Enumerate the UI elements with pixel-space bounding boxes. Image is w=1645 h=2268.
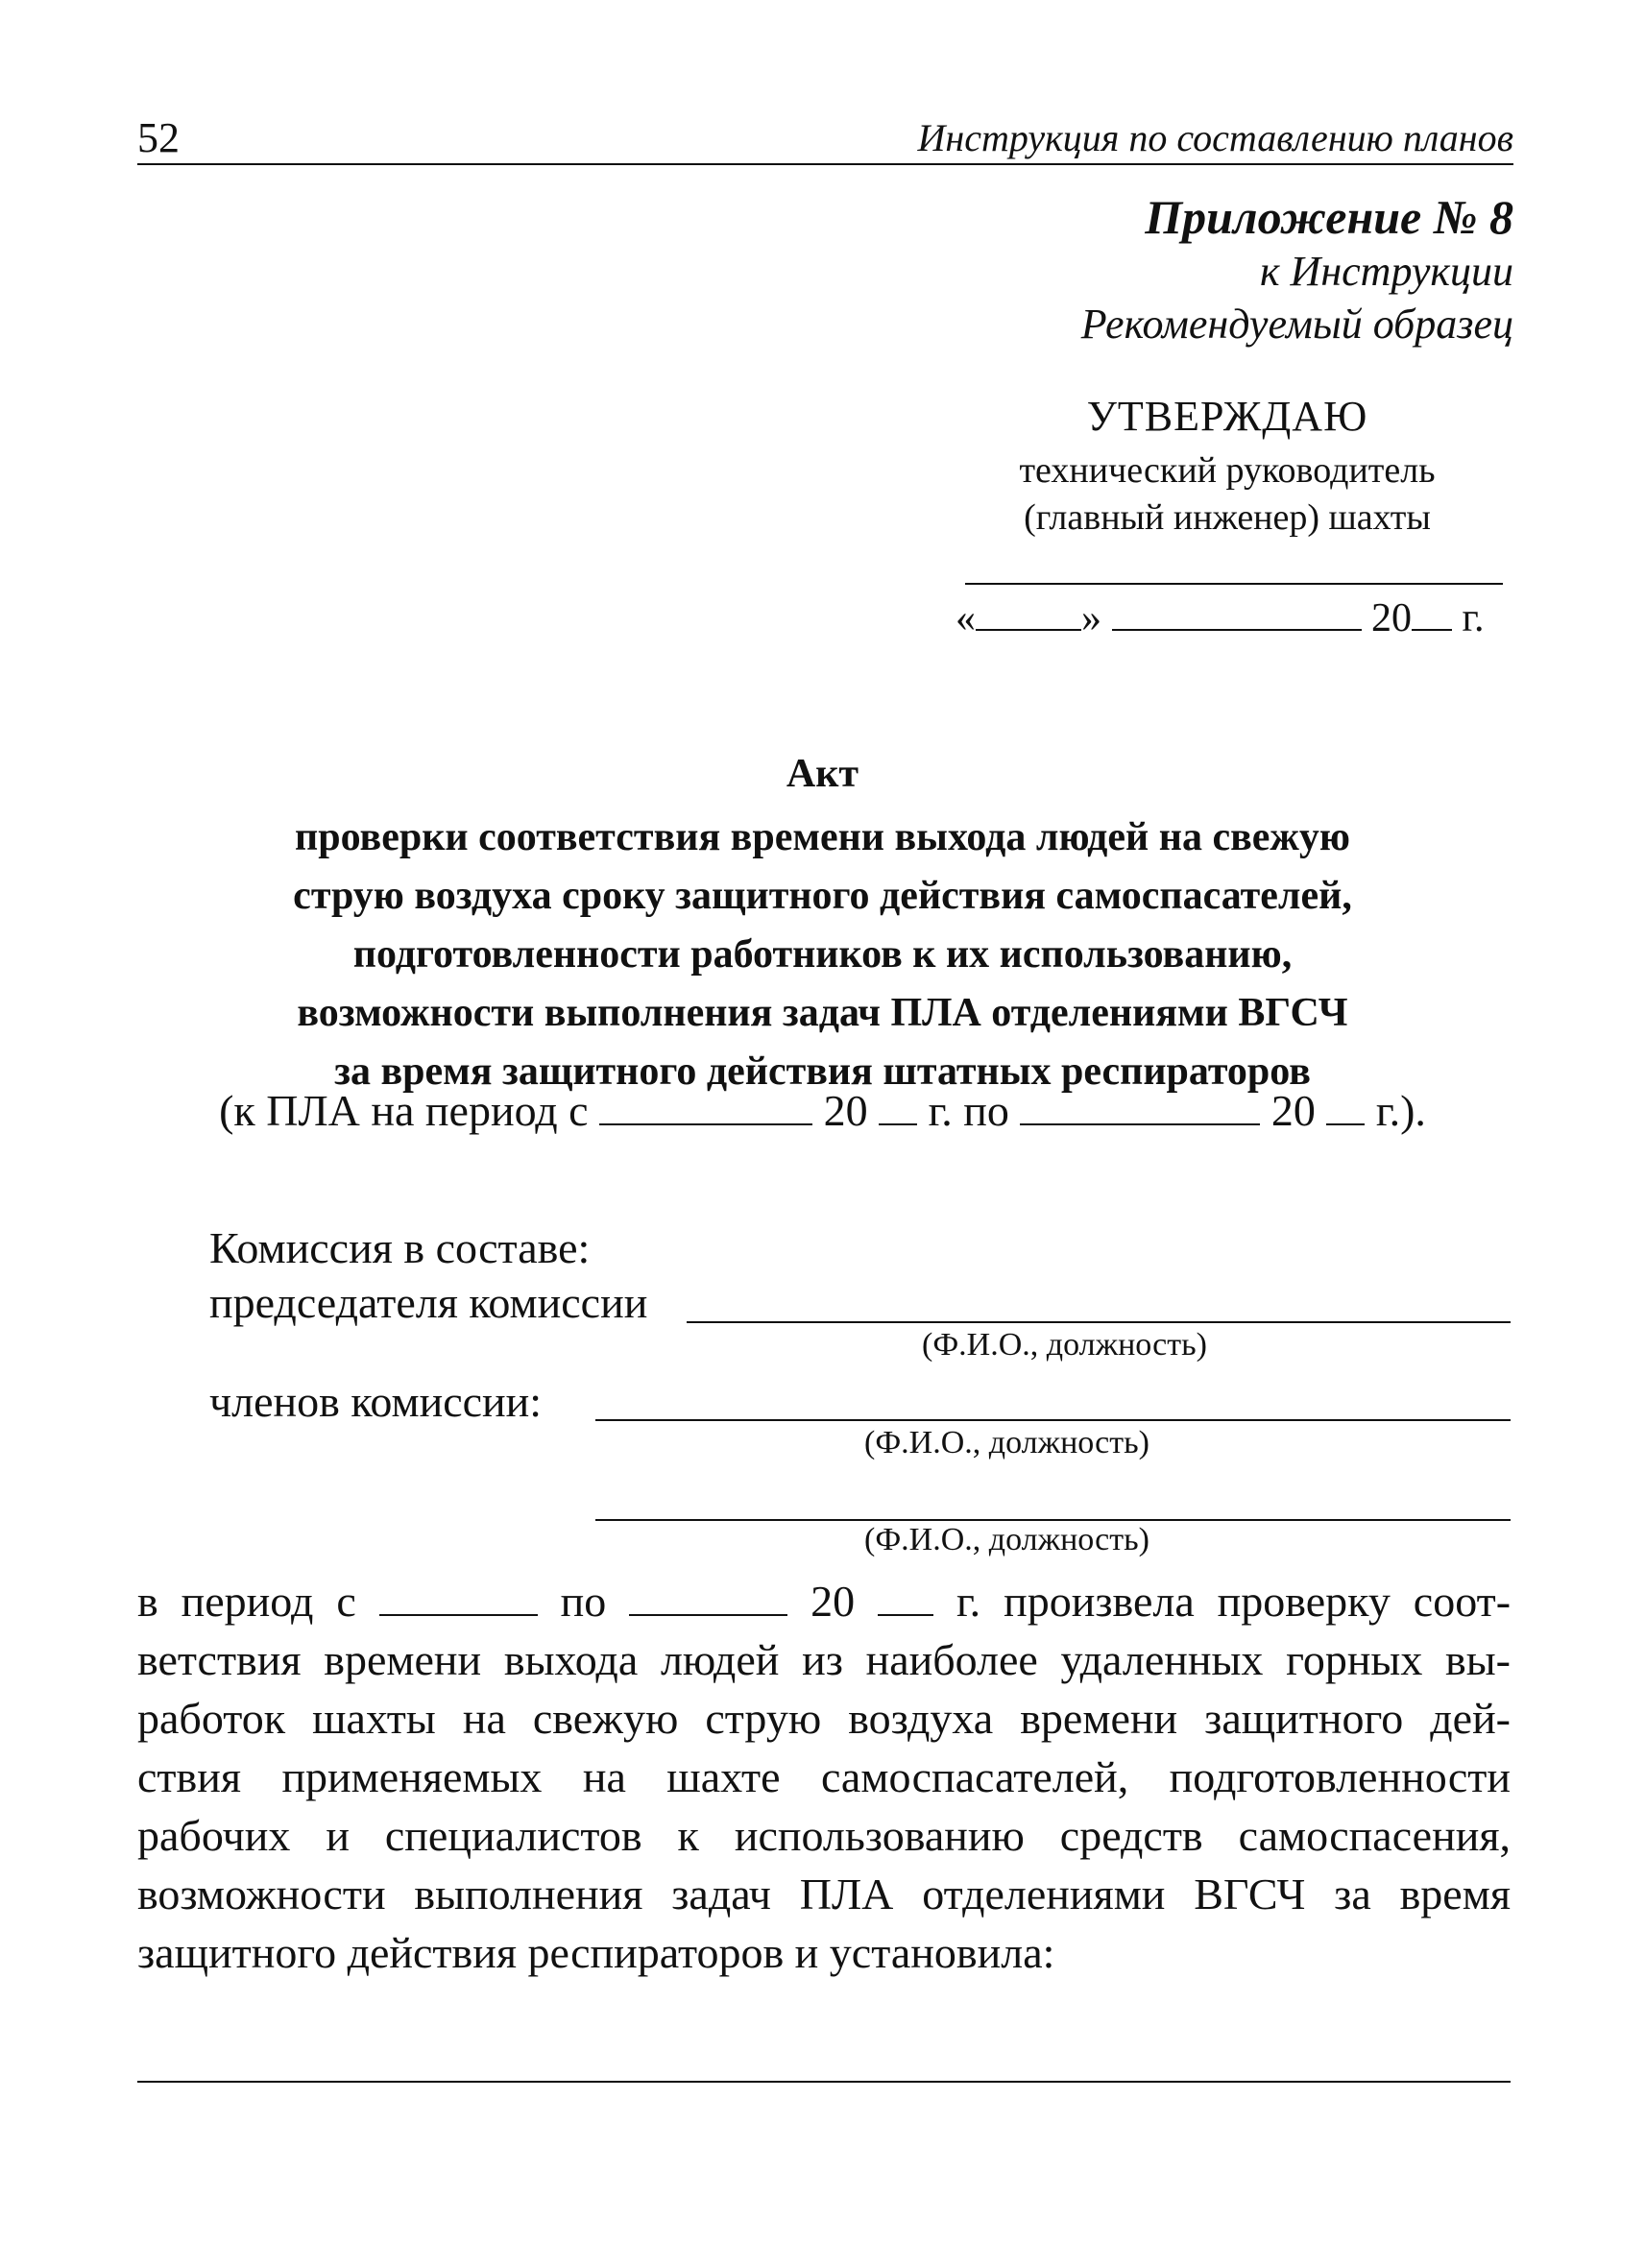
act-subtitle-line: за время защитного действия штатных респираторов xyxy=(334,1050,1311,1094)
chair-fill-line xyxy=(687,1321,1511,1323)
member-fill-line xyxy=(595,1419,1511,1421)
body-line: ветствия времени выхода людей из наиболее удаленных горных вы- xyxy=(137,1635,1511,1684)
body-line: работок шахты на свежую струю воздуха времени защитного дей- xyxy=(137,1694,1511,1743)
chair-fio-caption: (Ф.И.О., должность) xyxy=(922,1327,1207,1363)
act-period xyxy=(0,1085,1645,1136)
period-year1: 20 xyxy=(823,1086,868,1135)
year-blank xyxy=(1412,596,1452,631)
body-line: рабочих и специалистов к использованию средств самоспасения, xyxy=(137,1811,1511,1860)
period-year1-blank xyxy=(879,1091,917,1125)
period-end: г.). xyxy=(1375,1086,1426,1135)
act-subtitle-line: возможности выполнения задач ПЛА отделениями ВГСЧ xyxy=(297,991,1348,1035)
date-year: 20 xyxy=(1371,596,1412,640)
month-blank xyxy=(1112,596,1362,631)
body-line xyxy=(137,1572,1511,1630)
body-period-start-blank xyxy=(379,1581,538,1616)
header-rule xyxy=(137,163,1513,165)
approver-role-line2: (главный инженер) шахты xyxy=(1024,497,1431,538)
approver-role-line1: технический руководитель xyxy=(1019,450,1436,491)
sample-label: Рекомендуемый образец xyxy=(1080,301,1513,348)
body-period-po: по xyxy=(560,1577,607,1626)
body-period-prefix: в период с xyxy=(137,1577,356,1626)
chair-label: председателя комиссии xyxy=(209,1278,648,1327)
commission-heading: Комиссия в составе: xyxy=(209,1223,591,1272)
period-prefix: (к ПЛА на период с xyxy=(219,1086,589,1135)
body-line: возможности выполнения задач ПЛА отделениями ВГСЧ за время xyxy=(137,1870,1511,1918)
member-fill-line xyxy=(595,1519,1511,1521)
act-subtitle xyxy=(0,808,1645,1101)
date-close-quote: » xyxy=(1081,596,1101,640)
body-line: ствия применяемых на шахте самоспасателей, подготовленности xyxy=(137,1752,1511,1801)
act-subtitle-line: проверки соответствия времени выхода людей на свежую xyxy=(295,815,1350,859)
period-end-blank xyxy=(1020,1091,1260,1125)
day-blank xyxy=(976,596,1081,631)
body-period-year: 20 xyxy=(810,1577,856,1626)
body-line1-rest: г. произвела проверку соот- xyxy=(956,1577,1512,1626)
date-suffix: г. xyxy=(1462,596,1485,640)
bottom-fill-line xyxy=(137,2081,1511,2083)
body-year-blank xyxy=(878,1581,933,1616)
period-year2-blank xyxy=(1326,1091,1365,1125)
running-title: Инструкция по составлению планов xyxy=(917,116,1513,159)
act-body-paragraph xyxy=(137,1572,1511,1982)
act-title: Акт xyxy=(786,752,859,796)
signature-line xyxy=(965,583,1503,585)
body-period-end-blank xyxy=(629,1581,787,1616)
period-mid: г. по xyxy=(928,1086,1009,1135)
appendix-to: к Инструкции xyxy=(1259,248,1513,295)
body-line: защитного действия респираторов и установила: xyxy=(137,1928,1055,1977)
approve-word: УТВЕРЖДАЮ xyxy=(1086,393,1368,440)
act-subtitle-line: струю воздуха сроку защитного действия самоспасателей, xyxy=(293,874,1352,918)
member-fio-caption: (Ф.И.О., должность) xyxy=(864,1522,1149,1557)
act-subtitle-line: подготовленности работников к их использованию, xyxy=(352,932,1293,977)
appendix-label: Приложение № 8 xyxy=(1145,190,1513,244)
member-fio-caption: (Ф.И.О., должность) xyxy=(864,1425,1149,1460)
date-open-quote: « xyxy=(956,596,976,640)
period-year2: 20 xyxy=(1270,1086,1316,1135)
approval-date-row xyxy=(956,595,1485,641)
period-start-blank xyxy=(599,1091,812,1125)
page-number: 52 xyxy=(137,114,180,161)
members-label: членов комиссии: xyxy=(209,1377,543,1426)
